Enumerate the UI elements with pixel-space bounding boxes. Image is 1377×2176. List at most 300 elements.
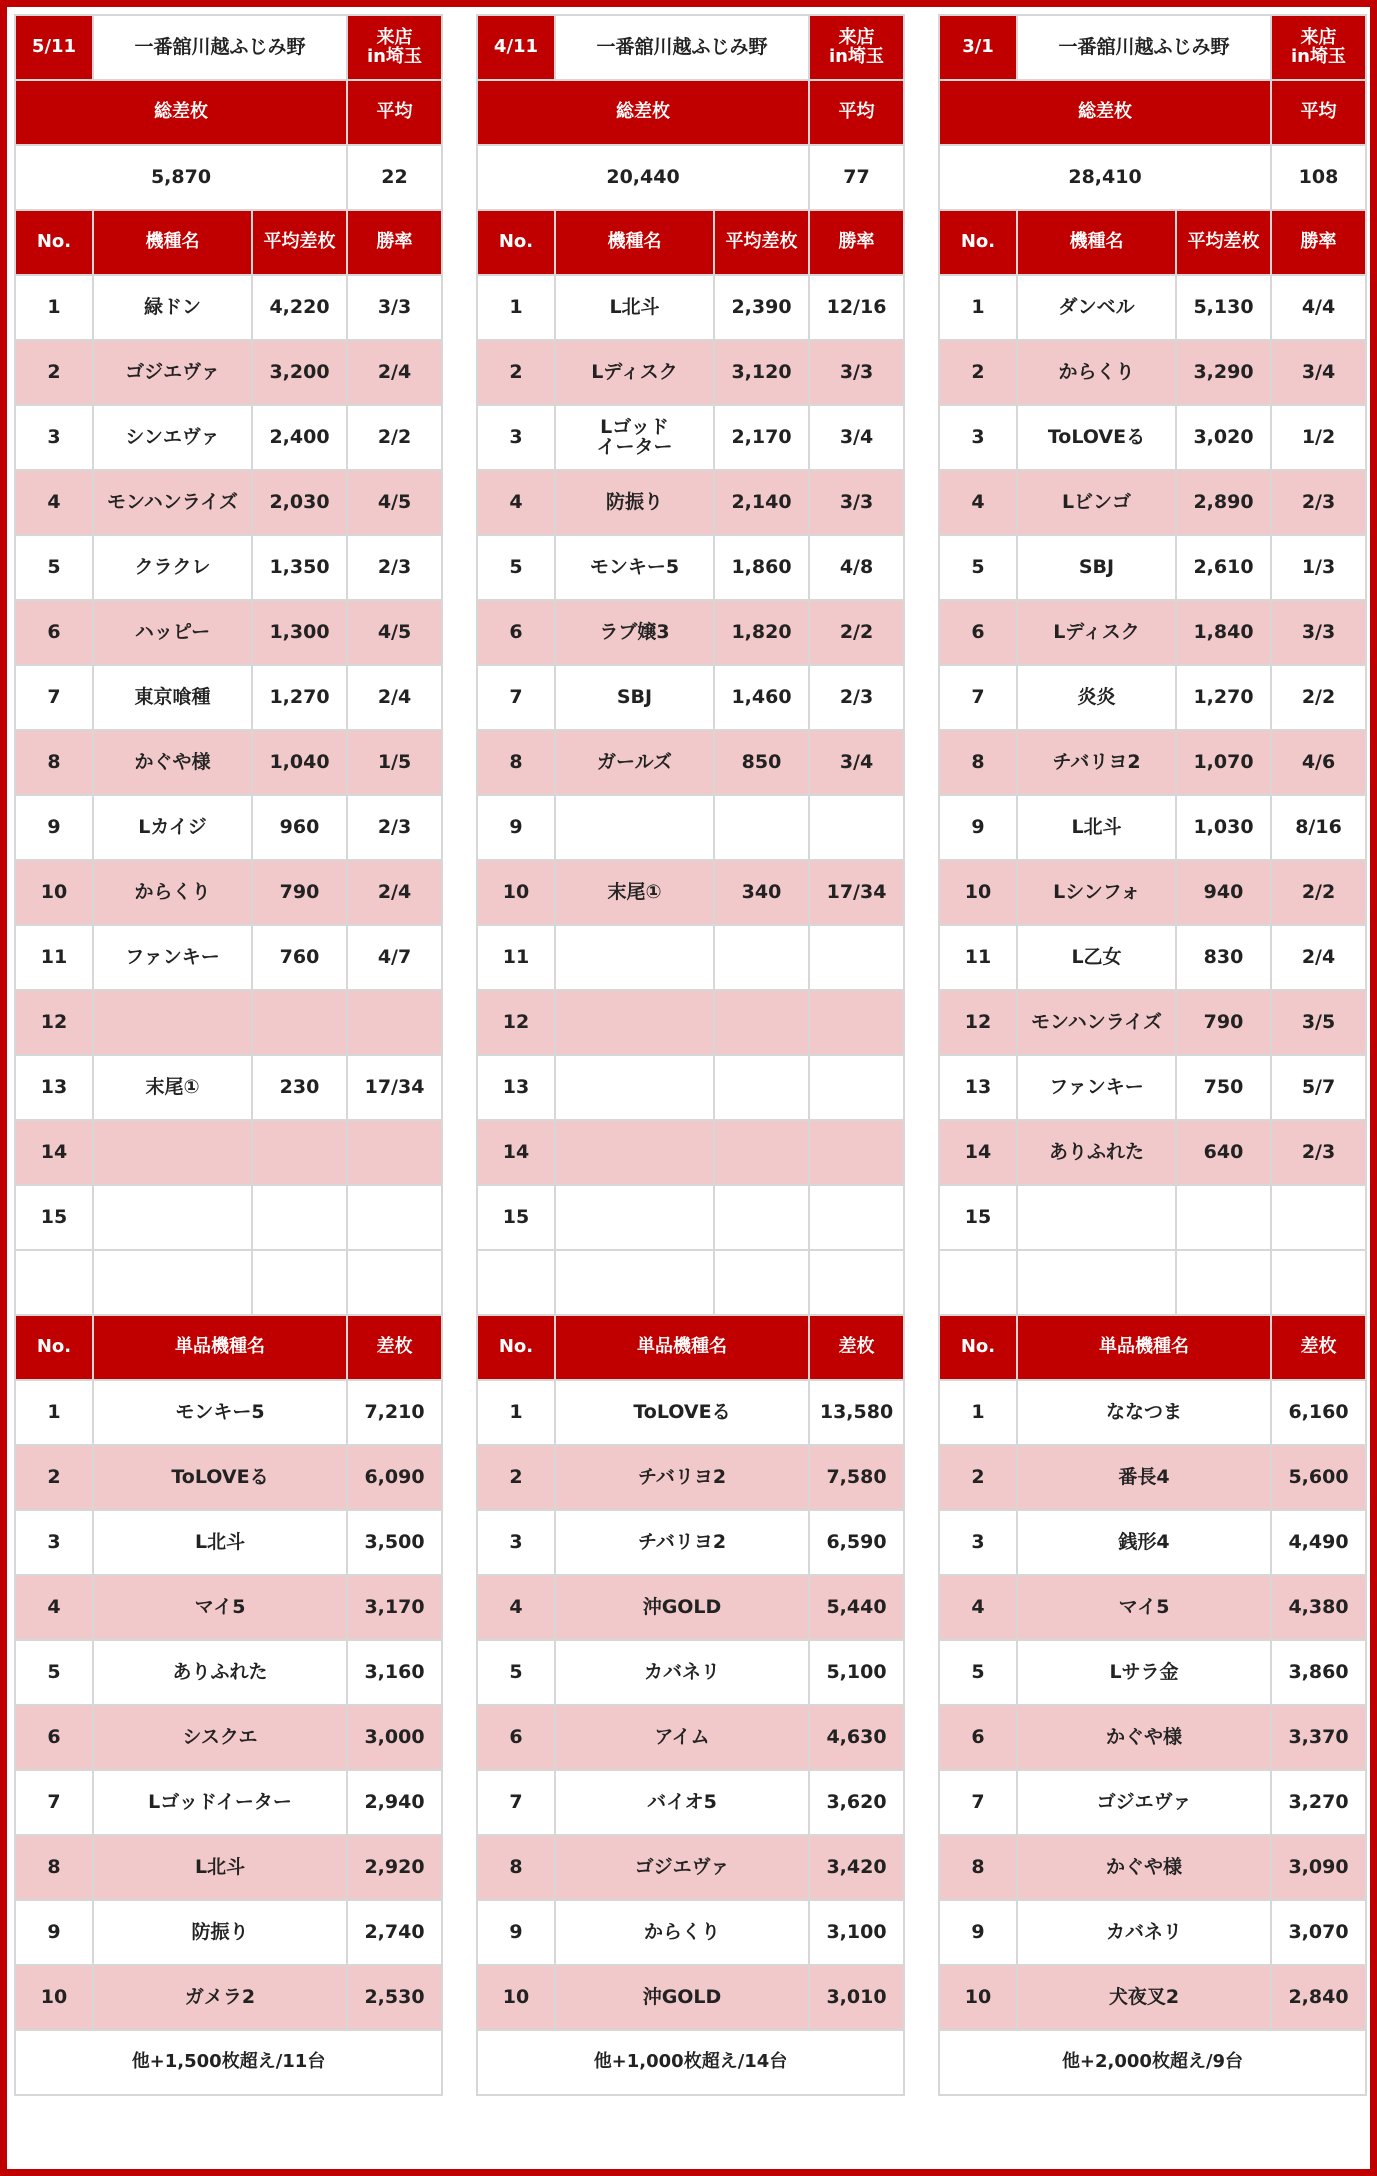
single-diff: 3,010 <box>809 1965 904 2030</box>
machine-no: 10 <box>939 860 1017 925</box>
spacer-cell <box>809 1250 904 1315</box>
machine-name: 炎炎 <box>1017 665 1176 730</box>
machine-avg-diff: 3,120 <box>714 340 809 405</box>
single-row <box>15 1835 442 1900</box>
machine-avg-diff <box>714 1185 809 1250</box>
visit-label <box>347 15 442 80</box>
machine-row <box>15 925 442 990</box>
machine-avg-diff: 2,610 <box>1176 535 1271 600</box>
single-diff: 3,860 <box>1271 1640 1366 1705</box>
single-row <box>15 1965 442 2030</box>
machine-no: 10 <box>477 860 555 925</box>
machine-win-rate <box>809 795 904 860</box>
machine-win-rate: 3/4 <box>1271 340 1366 405</box>
single-diff: 3,160 <box>347 1640 442 1705</box>
footer-summary: 他+1,500枚超え/11台 <box>15 2030 442 2095</box>
single-row <box>15 1380 442 1445</box>
machine-avg-diff: 790 <box>1176 990 1271 1055</box>
machine-no: 12 <box>477 990 555 1055</box>
machine-row <box>939 665 1366 730</box>
machine-no: 14 <box>939 1120 1017 1185</box>
win-rate-header: 勝率 <box>347 210 442 275</box>
machine-name: 防振り <box>555 470 714 535</box>
machine-name <box>555 925 714 990</box>
machine-win-rate: 3/4 <box>809 405 904 470</box>
footer-summary: 他+1,000枚超え/14台 <box>477 2030 904 2095</box>
machine-row <box>477 990 904 1055</box>
machine-no: 8 <box>939 730 1017 795</box>
single-machine-name: ゴジエヴァ <box>1017 1770 1271 1835</box>
single-diff: 7,210 <box>347 1380 442 1445</box>
single-no: 6 <box>477 1705 555 1770</box>
machine-win-rate: 3/4 <box>809 730 904 795</box>
win-rate-header: 勝率 <box>1271 210 1366 275</box>
machine-win-rate: 1/2 <box>1271 405 1366 470</box>
machine-no: 7 <box>15 665 93 730</box>
machine-row <box>15 470 442 535</box>
visit-label-line1: 来店 <box>838 26 875 48</box>
single-row <box>939 1640 1366 1705</box>
machine-name <box>93 1185 252 1250</box>
machine-name: からくり <box>93 860 252 925</box>
machine-row <box>15 1120 442 1185</box>
machine-row <box>477 405 904 470</box>
single-no: 4 <box>477 1575 555 1640</box>
results-table <box>938 14 1367 2096</box>
machine-avg-diff <box>714 925 809 990</box>
machine-row <box>477 600 904 665</box>
machine-win-rate: 3/3 <box>809 340 904 405</box>
average-header: 平均 <box>1271 80 1366 145</box>
single-row <box>15 1445 442 1510</box>
machine-row <box>939 340 1366 405</box>
total-diff-value: 5,870 <box>15 145 347 210</box>
event-date: 4/11 <box>477 15 555 80</box>
single-diff: 3,090 <box>1271 1835 1366 1900</box>
single-machine-name: ゴジエヴァ <box>555 1835 809 1900</box>
machine-avg-diff: 1,860 <box>714 535 809 600</box>
spacer-row <box>477 1250 904 1315</box>
single-no: 9 <box>477 1900 555 1965</box>
machine-row <box>15 600 442 665</box>
single-no: 9 <box>939 1900 1017 1965</box>
machine-name <box>555 1185 714 1250</box>
machine-name <box>555 1055 714 1120</box>
machine-win-rate: 4/4 <box>1271 275 1366 340</box>
single-row <box>477 1445 904 1510</box>
machine-no: 8 <box>477 730 555 795</box>
single-no: 8 <box>15 1835 93 1900</box>
machine-win-rate: 8/16 <box>1271 795 1366 860</box>
machine-row <box>15 730 442 795</box>
machine-name <box>555 990 714 1055</box>
average-value: 77 <box>809 145 904 210</box>
machine-no: 9 <box>15 795 93 860</box>
machine-name: モンキー5 <box>555 535 714 600</box>
machine-name: クラクレ <box>93 535 252 600</box>
machine-row <box>15 275 442 340</box>
machine-no: 13 <box>477 1055 555 1120</box>
machine-win-rate: 4/7 <box>347 925 442 990</box>
machine-avg-diff: 3,290 <box>1176 340 1271 405</box>
single-machine-name: 防振り <box>93 1900 347 1965</box>
machine-avg-diff: 1,840 <box>1176 600 1271 665</box>
machine-no: 13 <box>939 1055 1017 1120</box>
spacer-cell <box>347 1250 442 1315</box>
machine-name: ありふれた <box>1017 1120 1176 1185</box>
machine-row <box>939 730 1366 795</box>
single-row <box>15 1510 442 1575</box>
machine-row <box>939 275 1366 340</box>
machine-avg-diff: 2,170 <box>714 405 809 470</box>
machine-win-rate: 2/3 <box>809 665 904 730</box>
single-no: 9 <box>15 1900 93 1965</box>
single-no: 3 <box>939 1510 1017 1575</box>
single-machine-name: アイム <box>555 1705 809 1770</box>
avg-diff-header: 平均差枚 <box>714 210 809 275</box>
machine-row <box>477 470 904 535</box>
single-no: 7 <box>477 1770 555 1835</box>
machine-avg-diff: 1,460 <box>714 665 809 730</box>
single-machine-name: かぐや様 <box>1017 1835 1271 1900</box>
machine-win-rate: 2/3 <box>347 535 442 600</box>
machine-avg-diff <box>714 1120 809 1185</box>
single-row <box>939 1445 1366 1510</box>
spacer-cell <box>93 1250 252 1315</box>
single-machine-name: 沖GOLD <box>555 1575 809 1640</box>
machine-win-rate <box>809 1120 904 1185</box>
machine-no: 11 <box>15 925 93 990</box>
machine-row <box>477 860 904 925</box>
machine-no: 10 <box>15 860 93 925</box>
machine-name: 末尾① <box>555 860 714 925</box>
machine-no: 5 <box>939 535 1017 600</box>
machine-name: ファンキー <box>1017 1055 1176 1120</box>
spacer-cell <box>252 1250 347 1315</box>
machine-avg-diff: 790 <box>252 860 347 925</box>
single-diff: 3,170 <box>347 1575 442 1640</box>
machine-avg-diff: 4,220 <box>252 275 347 340</box>
machine-win-rate: 3/3 <box>809 470 904 535</box>
machine-name: Lディスク <box>555 340 714 405</box>
machine-name: ガールズ <box>555 730 714 795</box>
store-name: 一番舘川越ふじみ野 <box>93 15 347 80</box>
event-date: 3/1 <box>939 15 1017 80</box>
machine-row <box>939 1185 1366 1250</box>
machine-avg-diff: 960 <box>252 795 347 860</box>
panel-3 <box>938 14 1367 2096</box>
single-row <box>15 1770 442 1835</box>
single-diff: 2,940 <box>347 1770 442 1835</box>
machine-row <box>939 990 1366 1055</box>
spacer-cell <box>1017 1250 1176 1315</box>
average-header: 平均 <box>347 80 442 145</box>
average-value: 22 <box>347 145 442 210</box>
single-no: 10 <box>939 1965 1017 2030</box>
single-no: 1 <box>15 1380 93 1445</box>
machine-no: 15 <box>939 1185 1017 1250</box>
machine-name: L北斗 <box>1017 795 1176 860</box>
single-machine-name: Lゴッドイーター <box>93 1770 347 1835</box>
single-diff: 2,840 <box>1271 1965 1366 2030</box>
machine-row <box>939 535 1366 600</box>
machine-no: 4 <box>939 470 1017 535</box>
machine-name: からくり <box>1017 340 1176 405</box>
single-diff: 3,270 <box>1271 1770 1366 1835</box>
machine-avg-diff: 1,040 <box>252 730 347 795</box>
single-machine-name: L北斗 <box>93 1510 347 1575</box>
single-row <box>939 1575 1366 1640</box>
machine-row <box>477 925 904 990</box>
machine-avg-diff: 3,200 <box>252 340 347 405</box>
machine-avg-diff: 850 <box>714 730 809 795</box>
machine-win-rate <box>809 1055 904 1120</box>
avg-diff-header: 平均差枚 <box>1176 210 1271 275</box>
single-machine-name: ガメラ2 <box>93 1965 347 2030</box>
visit-label <box>1271 15 1366 80</box>
single-machine-name: カバネリ <box>555 1640 809 1705</box>
single-machine-name: 犬夜叉2 <box>1017 1965 1271 2030</box>
single-no: 3 <box>477 1510 555 1575</box>
machine-win-rate: 2/4 <box>347 665 442 730</box>
machine-win-rate: 2/4 <box>1271 925 1366 990</box>
spacer-cell <box>714 1250 809 1315</box>
single-no: 7 <box>939 1770 1017 1835</box>
visit-label-line1: 来店 <box>376 26 413 48</box>
total-diff-header: 総差枚 <box>477 80 809 145</box>
machine-row <box>939 1055 1366 1120</box>
average-value: 108 <box>1271 145 1366 210</box>
machine-name: モンハンライズ <box>1017 990 1176 1055</box>
machine-win-rate <box>1271 1185 1366 1250</box>
spacer-cell <box>939 1250 1017 1315</box>
single-no: 5 <box>939 1640 1017 1705</box>
machine-row <box>15 795 442 860</box>
machine-win-rate: 2/3 <box>1271 470 1366 535</box>
single-diff: 13,580 <box>809 1380 904 1445</box>
single-no: 1 <box>477 1380 555 1445</box>
machine-row <box>477 275 904 340</box>
single-machine-name: チバリヨ2 <box>555 1510 809 1575</box>
machine-row <box>15 1055 442 1120</box>
machine-header: 機種名 <box>1017 210 1176 275</box>
store-name: 一番舘川越ふじみ野 <box>1017 15 1271 80</box>
single-diff: 3,370 <box>1271 1705 1366 1770</box>
machine-win-rate: 1/3 <box>1271 535 1366 600</box>
machine-name: 末尾① <box>93 1055 252 1120</box>
machine-win-rate: 4/6 <box>1271 730 1366 795</box>
results-table <box>476 14 905 2096</box>
avg-diff-header: 平均差枚 <box>252 210 347 275</box>
machine-row <box>15 535 442 600</box>
machine-no: 12 <box>939 990 1017 1055</box>
machine-name: かぐや様 <box>93 730 252 795</box>
panel-2 <box>476 14 905 2096</box>
visit-label-line2: in埼玉 <box>1291 45 1346 67</box>
single-machine-name: マイ5 <box>1017 1575 1271 1640</box>
machine-row <box>477 1185 904 1250</box>
machine-name: 東京喰種 <box>93 665 252 730</box>
single-row <box>477 1835 904 1900</box>
single-diff: 3,100 <box>809 1900 904 1965</box>
single-row <box>939 1900 1366 1965</box>
machine-avg-diff <box>252 1120 347 1185</box>
machine-avg-diff: 3,020 <box>1176 405 1271 470</box>
machine-win-rate: 4/5 <box>347 600 442 665</box>
machine-avg-diff <box>252 990 347 1055</box>
machine-name <box>555 1120 714 1185</box>
spacer-row <box>15 1250 442 1315</box>
machine-name: Lカイジ <box>93 795 252 860</box>
machine-win-rate: 2/2 <box>1271 665 1366 730</box>
machine-name: Lビンゴ <box>1017 470 1176 535</box>
machine-avg-diff: 1,270 <box>252 665 347 730</box>
single-row <box>477 1770 904 1835</box>
single-no-header: No. <box>477 1315 555 1380</box>
no-header: No. <box>939 210 1017 275</box>
event-date: 5/11 <box>15 15 93 80</box>
single-diff-header: 差枚 <box>347 1315 442 1380</box>
machine-no: 6 <box>477 600 555 665</box>
machine-row <box>477 535 904 600</box>
single-row <box>939 1965 1366 2030</box>
single-machine-name: 銭形4 <box>1017 1510 1271 1575</box>
single-row <box>15 1900 442 1965</box>
single-row <box>477 1965 904 2030</box>
single-no: 5 <box>477 1640 555 1705</box>
machine-win-rate <box>347 990 442 1055</box>
results-table <box>14 14 443 2096</box>
single-diff: 3,070 <box>1271 1900 1366 1965</box>
single-no: 4 <box>15 1575 93 1640</box>
single-row <box>939 1380 1366 1445</box>
single-diff: 6,090 <box>347 1445 442 1510</box>
machine-avg-diff: 640 <box>1176 1120 1271 1185</box>
machine-no: 11 <box>939 925 1017 990</box>
spacer-cell <box>555 1250 714 1315</box>
machine-no: 5 <box>15 535 93 600</box>
machine-no: 3 <box>939 405 1017 470</box>
machine-row <box>939 600 1366 665</box>
single-diff: 6,590 <box>809 1510 904 1575</box>
machine-no: 1 <box>15 275 93 340</box>
single-no: 7 <box>15 1770 93 1835</box>
machine-row <box>15 665 442 730</box>
machine-no: 2 <box>939 340 1017 405</box>
single-no: 3 <box>15 1510 93 1575</box>
machine-name <box>93 990 252 1055</box>
single-diff: 3,500 <box>347 1510 442 1575</box>
visit-label <box>809 15 904 80</box>
single-no: 2 <box>15 1445 93 1510</box>
total-diff-value: 28,410 <box>939 145 1271 210</box>
machine-no: 3 <box>15 405 93 470</box>
single-diff: 7,580 <box>809 1445 904 1510</box>
machine-win-rate: 5/7 <box>1271 1055 1366 1120</box>
single-diff: 4,490 <box>1271 1510 1366 1575</box>
machine-avg-diff: 5,130 <box>1176 275 1271 340</box>
machine-name: SBJ <box>1017 535 1176 600</box>
machine-name <box>93 1120 252 1185</box>
machine-win-rate: 4/5 <box>347 470 442 535</box>
machine-no: 15 <box>477 1185 555 1250</box>
single-machine-name: ななつま <box>1017 1380 1271 1445</box>
machine-no: 14 <box>15 1120 93 1185</box>
machine-avg-diff: 1,030 <box>1176 795 1271 860</box>
machine-no: 9 <box>477 795 555 860</box>
machine-avg-diff: 1,300 <box>252 600 347 665</box>
machine-name <box>1017 1185 1176 1250</box>
machine-header: 機種名 <box>555 210 714 275</box>
machine-win-rate <box>809 990 904 1055</box>
single-diff: 2,530 <box>347 1965 442 2030</box>
machine-avg-diff: 2,030 <box>252 470 347 535</box>
single-row <box>477 1380 904 1445</box>
single-no-header: No. <box>939 1315 1017 1380</box>
machine-name: ToLOVEる <box>1017 405 1176 470</box>
single-diff-header: 差枚 <box>1271 1315 1366 1380</box>
machine-no: 2 <box>15 340 93 405</box>
machine-no: 6 <box>15 600 93 665</box>
single-no: 2 <box>939 1445 1017 1510</box>
no-header: No. <box>15 210 93 275</box>
footer-summary: 他+2,000枚超え/9台 <box>939 2030 1366 2095</box>
machine-no: 11 <box>477 925 555 990</box>
machine-no: 4 <box>15 470 93 535</box>
single-machine-name: Lサラ金 <box>1017 1640 1271 1705</box>
machine-win-rate: 3/5 <box>1271 990 1366 1055</box>
machine-avg-diff: 2,140 <box>714 470 809 535</box>
machine-avg-diff <box>1176 1185 1271 1250</box>
machine-no: 12 <box>15 990 93 1055</box>
machine-no: 1 <box>477 275 555 340</box>
machine-name: シンエヴァ <box>93 405 252 470</box>
machine-name: SBJ <box>555 665 714 730</box>
machine-avg-diff: 750 <box>1176 1055 1271 1120</box>
single-diff: 3,620 <box>809 1770 904 1835</box>
single-no-header: No. <box>15 1315 93 1380</box>
single-no: 8 <box>939 1835 1017 1900</box>
single-machine-name: からくり <box>555 1900 809 1965</box>
single-no: 8 <box>477 1835 555 1900</box>
machine-win-rate: 2/2 <box>1271 860 1366 925</box>
spacer-cell <box>15 1250 93 1315</box>
single-machine-name: 沖GOLD <box>555 1965 809 2030</box>
machine-row <box>477 665 904 730</box>
machine-row <box>939 795 1366 860</box>
single-diff: 4,630 <box>809 1705 904 1770</box>
single-no: 6 <box>15 1705 93 1770</box>
single-machine-name: L北斗 <box>93 1835 347 1900</box>
machine-avg-diff: 2,390 <box>714 275 809 340</box>
machine-win-rate: 2/3 <box>347 795 442 860</box>
machine-no: 9 <box>939 795 1017 860</box>
machine-row <box>477 795 904 860</box>
single-machine-name: モンキー5 <box>93 1380 347 1445</box>
machine-header: 機種名 <box>93 210 252 275</box>
machine-win-rate: 2/4 <box>347 340 442 405</box>
single-no: 5 <box>15 1640 93 1705</box>
no-header: No. <box>477 210 555 275</box>
machine-row <box>15 990 442 1055</box>
machine-avg-diff: 760 <box>252 925 347 990</box>
single-diff: 4,380 <box>1271 1575 1366 1640</box>
average-header: 平均 <box>809 80 904 145</box>
machine-name: ファンキー <box>93 925 252 990</box>
machine-avg-diff: 830 <box>1176 925 1271 990</box>
machine-name: 緑ドン <box>93 275 252 340</box>
machine-name: ゴジエヴァ <box>93 340 252 405</box>
